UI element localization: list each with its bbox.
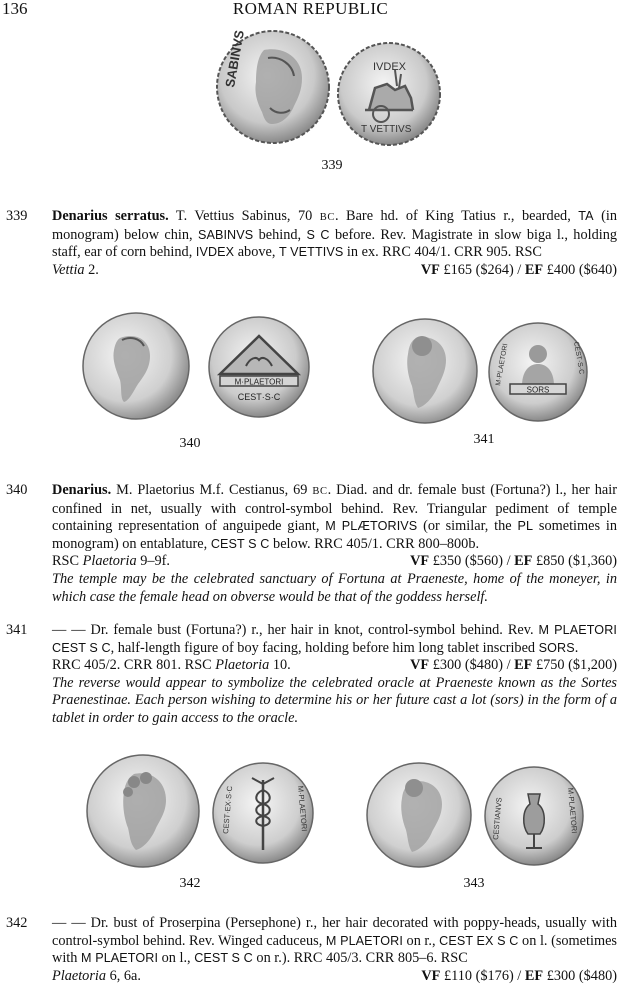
- entry-number: 342: [6, 915, 28, 931]
- entry-number: 340: [6, 482, 28, 498]
- legend-ivdex: IVDEX: [195, 245, 235, 260]
- legend-mplaetorivs: M PLÆTORIVS: [325, 519, 418, 534]
- catalogue-entry-339: [6, 208, 617, 279]
- rsc-reference: Vettia: [52, 261, 85, 278]
- catalogue-entry-340: [6, 482, 617, 606]
- coin-342-obverse: [84, 752, 202, 870]
- catalogue-entry-342: [6, 915, 617, 985]
- entry-text: before. Rev. Magistrate in slow biga l., holding staff, ear of corn behind,: [52, 226, 617, 261]
- entry-text: . Bare hd. of King Tatius r., bearded,: [334, 208, 579, 224]
- rsc-reference: Plaetoria: [52, 967, 107, 984]
- rsc-reference: Plaetoria: [82, 553, 137, 570]
- entry-text: above,: [234, 244, 279, 261]
- figure-label-339: 339: [321, 158, 343, 173]
- coin-339-reverse-top-legend: IVDEX: [373, 61, 407, 73]
- entry-text: on l. (sometimes with: [52, 932, 617, 967]
- reference-value-line: RSC Plaetoria 9–9f. VF £350 ($560) / EF £850 ($1,360): [52, 553, 617, 570]
- entry-text: below. RRC 405/1. CRR 800–800b.: [269, 535, 480, 552]
- entry-text: . Diad. and dr. female bust (Fortuna?) l., her hair confined in net, usually with control-symbol behind. Rev. Triangular pediment of temple containing representation of anguipede giant,: [52, 482, 617, 535]
- coin-339-obverse: [214, 28, 332, 146]
- coin-340-obverse: [80, 310, 192, 422]
- coin-341-reverse: [486, 320, 590, 424]
- coin-343-reverse: [482, 764, 586, 868]
- entry-number: 339: [6, 208, 28, 224]
- running-head: ROMAN REPUBLIC: [232, 0, 389, 18]
- price-values: VF £110 ($176) / EF £300 ($480): [421, 967, 617, 984]
- era-label: BC: [319, 212, 335, 223]
- price-values: VF £350 ($560) / EF £850 ($1,360): [410, 553, 617, 570]
- entry-text: M. Plaetorius M.f. Cestianus, 69: [111, 482, 313, 498]
- coin-340-entablature-legend: M·PLAETORI: [234, 377, 284, 387]
- rsc-number: 10.: [269, 657, 291, 674]
- legend-mplaetori: M PLAETORI: [538, 623, 617, 637]
- coin-343-right-legend: M·PLAETORI: [566, 787, 579, 834]
- legend-ta: TA: [578, 209, 594, 223]
- coin-339-reverse-exergue: T VETTIVS: [361, 124, 412, 135]
- coin-340-reverse: [206, 314, 312, 420]
- coin-342-reverse: [210, 760, 316, 866]
- coin-340-exergue-legend: CEST·S·C: [237, 392, 281, 402]
- page-number: 136: [2, 0, 28, 18]
- entry-text: on r.). RRC 405/3. CRR 805–6. RSC: [252, 950, 468, 967]
- reference-value-line: RRC 405/2. CRR 801. RSC Plaetoria 10. VF £300 ($480) / EF £750 ($1,200): [52, 657, 617, 674]
- entry-title: Denarius.: [52, 482, 112, 498]
- legend-cestsc: CEST S C: [210, 536, 270, 551]
- reference-value-line: [52, 262, 617, 280]
- coin-342-left-legend: CEST·EX·S·C: [221, 785, 235, 835]
- legend-sc: S C: [306, 227, 330, 242]
- era-label: BC: [312, 486, 328, 497]
- entry-text: — — Dr. bust of Proserpina (Persephone) r., her hair decorated with poppy-heads, usually with control-symbol behind. Rev. Winged caduceus,: [52, 915, 617, 949]
- figure-label-340: 340: [179, 436, 201, 451]
- legend-pl: PL: [517, 519, 534, 534]
- coin-341-right-legend: CEST·S·C: [572, 341, 585, 375]
- coin-341-tablet-legend: SORS: [526, 385, 550, 395]
- entry-text: on l.,: [158, 950, 195, 967]
- price-values: VF £165 ($264) / EF £400 ($640): [420, 261, 617, 278]
- coin-339-reverse: [335, 40, 443, 148]
- legend-cestsc: CEST S C: [194, 951, 253, 966]
- rsc-reference: Plaetoria: [215, 657, 270, 674]
- legend-sabinvs: SABINVS: [197, 227, 254, 242]
- legend-mplaetori: M PLAETORI: [81, 951, 159, 966]
- figure-label-343: 343: [463, 876, 485, 891]
- entry-number: 341: [6, 622, 28, 638]
- figure-label-341: 341: [473, 432, 495, 447]
- entry-text: in ex. RRC 404/1. CRR 905. RSC: [343, 244, 542, 261]
- entry-text: behind,: [253, 226, 307, 243]
- entry-note: The reverse would appear to symbolize the celebrated oracle at Praeneste known as the Sortes Praenestinae. Each person wishing to determine his or her future cast a lot (sors) in the form of a tablet in order to gain access to the oracle.: [52, 674, 617, 726]
- entry-text: — — Dr. female bust (Fortuna?) r., her hair in knot, control-symbol behind. Rev.: [52, 622, 539, 638]
- legend-cestexsc: CEST EX S C: [439, 933, 519, 948]
- rsc-number: 6, 6a.: [106, 967, 141, 984]
- entry-text: (or similar, the: [417, 518, 518, 535]
- legend-sors: SORS: [538, 640, 575, 655]
- coin-339-obverse-legend: SABINVS: [222, 28, 247, 89]
- coin-343-obverse: [364, 760, 474, 870]
- rsc-number: 2.: [84, 261, 99, 278]
- entry-text: (in monogram) below chin,: [52, 208, 617, 243]
- entry-note: The temple may be the celebrated sanctuary of Fortuna at Praeneste, home of the moneyer, in which case the female head on obverse would be that of the goddess herself.: [52, 570, 617, 605]
- figure-label-342: 342: [179, 876, 201, 891]
- coin-342-right-legend: M·PLAETORI: [296, 785, 309, 832]
- coin-341-left-legend: M·PLAETORI: [495, 343, 510, 387]
- entry-text: on r.,: [402, 932, 440, 949]
- entry-text: , half-length figure of boy facing, holding before him long tablet inscribed: [110, 639, 539, 656]
- legend-tvettivs: T VETTIVS: [279, 245, 344, 260]
- entry-text: T. Vettius Sabinus, 70: [168, 208, 320, 224]
- legend-cestsc: CEST S C: [52, 640, 111, 655]
- coin-341-obverse: [370, 316, 480, 426]
- reference-value-line: [52, 968, 617, 986]
- price-values: VF £300 ($480) / EF £750 ($1,200): [410, 657, 617, 674]
- rsc-number: 9–9f.: [136, 553, 170, 570]
- entry-text: sometimes in monogram) on entablature,: [52, 518, 617, 552]
- coin-343-left-legend: CESTIANVS: [491, 797, 504, 841]
- catalogue-entry-341: 341 — — Dr. female bust (Fortuna?) r., her hair in knot, control-symbol behind. Rev. M PLAETORI CEST S C, half-length figure of boy facing, holding before him long tablet inscribed SORS. RRC 405/2. CRR 801. RSC Plaetoria 10. VF £300 ($480) / EF £750 ($1,200) The reverse would appear to symbolize the celebrated oracle at Praeneste known as the Sortes Praenestinae. Each person wishing to determine his or her future cast a lot (sors) in the form of a tablet in order to gain access to the oracle.: [6, 622, 617, 726]
- legend-mplaetori: M PLAETORI: [325, 933, 403, 948]
- entry-title: Denarius serratus.: [52, 208, 169, 224]
